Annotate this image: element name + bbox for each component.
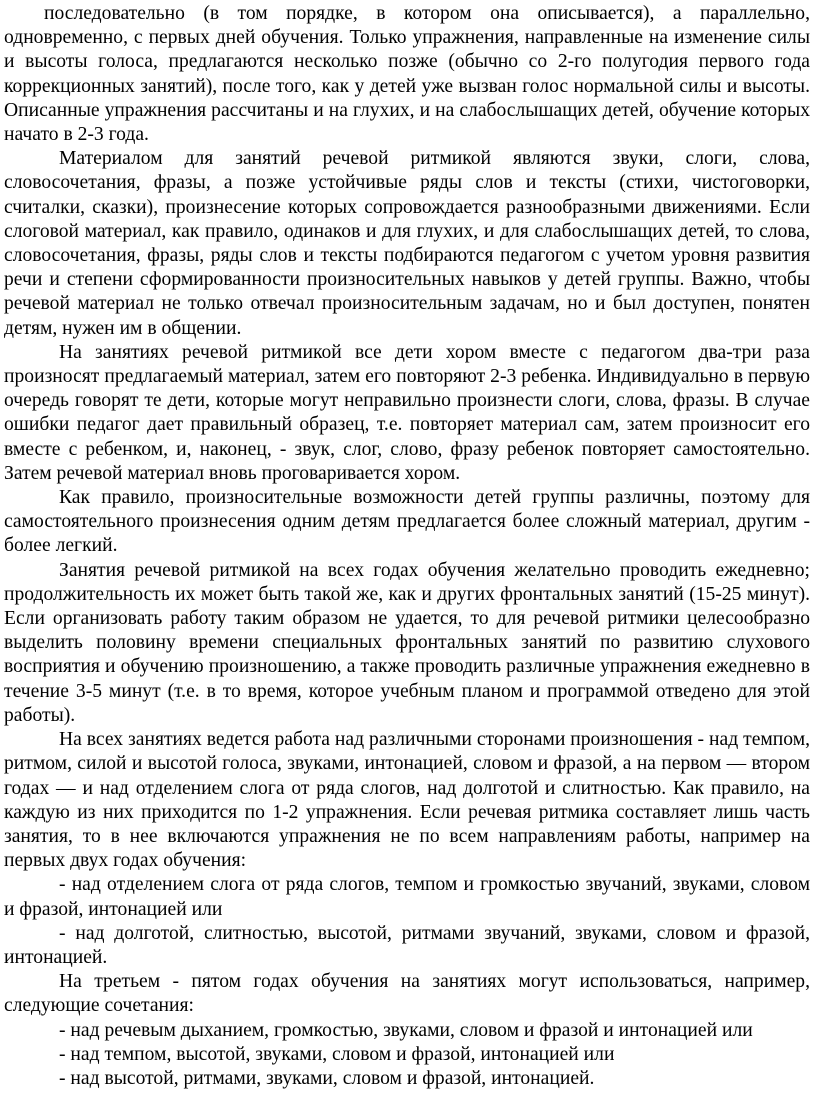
list-item: - над высотой, ритмами, звуками, словом и фразой, интонацией. [59,1067,595,1089]
list-item: - над речевым дыханием, громкостью, звуками, словом и фразой и интонацией или [59,1019,753,1041]
paragraph-later-years: На третьем - пятом годах обучения на занятиях могут использоваться, например, следующие сочетания: [4,971,810,1017]
list-item: - над отделением слога от ряда слогов, темпом и громкостью звучаний, звуками, словом и фразой, интонацией или [4,874,810,920]
paragraph-aspects: На всех занятиях ведется работа над различными сторонами произношения - над темпом, ритмом, силой и высотой голоса, звуками, интонацией, словом и фразой, а на первом — втором годах — и над отделением слога от ряда слогов, над долготой и слитностью. Как правило, на каждую из них приходится по 1-2 упражнения. Если речевая ритмика составляет лишь часть занятия, то в нее включаются упражнения не по всем направлениям работы, например на первых двух годах обучения: [4,729,810,872]
list-item: - над долготой, слитностью, высотой, ритмами звучаний, звуками, словом и фразой, интонацией. [4,922,810,968]
paragraph-abilities: Как правило, произносительные возможности детей группы различны, поэтому для самостоятельного произнесения одним детям предлагается более сложный материал, другим - более легкий. [4,487,810,557]
paragraph-schedule: Занятия речевой ритмикой на всех годах обучения желательно проводить ежедневно; продолжительность их может быть такой же, как и других фронтальных занятий (15-25 минут). Если организовать работу таким образом не удается, то для речевой ритмики целесообразно выделить половину времени специальных фронтальных занятий по развитию слухового восприятия и обучению произношению, а также проводить различные упражнения ежедневно в течение 3-5 минут (т.е. в то время, которое учебным планом и программой отведено для этой работы). [4,559,810,726]
paragraph-continuation: последовательно (в том порядке, в котором она описывается), а параллельно, одновременно, с первых дней обучения. Только упражнения, направленные на изменение силы и высоты голоса, предлагаются несколько позже (обычно со 2-го полугодия первого года коррекционных занятий), после того, как у детей уже вызван голос нормальной силы и высоты. Описанные упражнения рассчитаны и на глухих, и на слабослышащих детей, обучение которых начато в 2-3 года. [4,3,810,146]
paragraph-choral-practice: На занятиях речевой ритмикой все дети хором вместе с педагогом два-три раза произносят предлагаемый материал, затем его повторяют 2-3 ребенка. Индивидуально в первую очередь говорят те дети, которые могут неправильно произнести слоги, слова, фразы. В случае ошибки педагог дает правильный образец, т.е. повторяет материал сам, затем произносит его вместе с ребенком, и, наконец, - звук, слог, слово, фразу ребенок повторяет самостоятельно. Затем речевой материал вновь проговаривается хором. [4,341,810,484]
list-item: - над темпом, высотой, звуками, словом и фразой, интонацией или [59,1043,615,1065]
paragraph-material: Материалом для занятий речевой ритмикой являются звуки, слоги, слова, словосочетания, фразы, а позже устойчивые ряды слов и тексты (стихи, чистоговорки, считалки, сказки), произнесение которых сопровождается разнообразными движениями. Если слоговой материал, как правило, одинаков и для глухих, и для слабослышащих детей, то слова, словосочетания, фразы, ряды слов и тексты подбираются педагогом с учетом уровня развития речи и степени сформированности произносительных навыков у детей группы. Важно, чтобы речевой материал не только отвечал произносительным задачам, но и был доступен, понятен детям, нужен им в общении. [4,148,810,339]
